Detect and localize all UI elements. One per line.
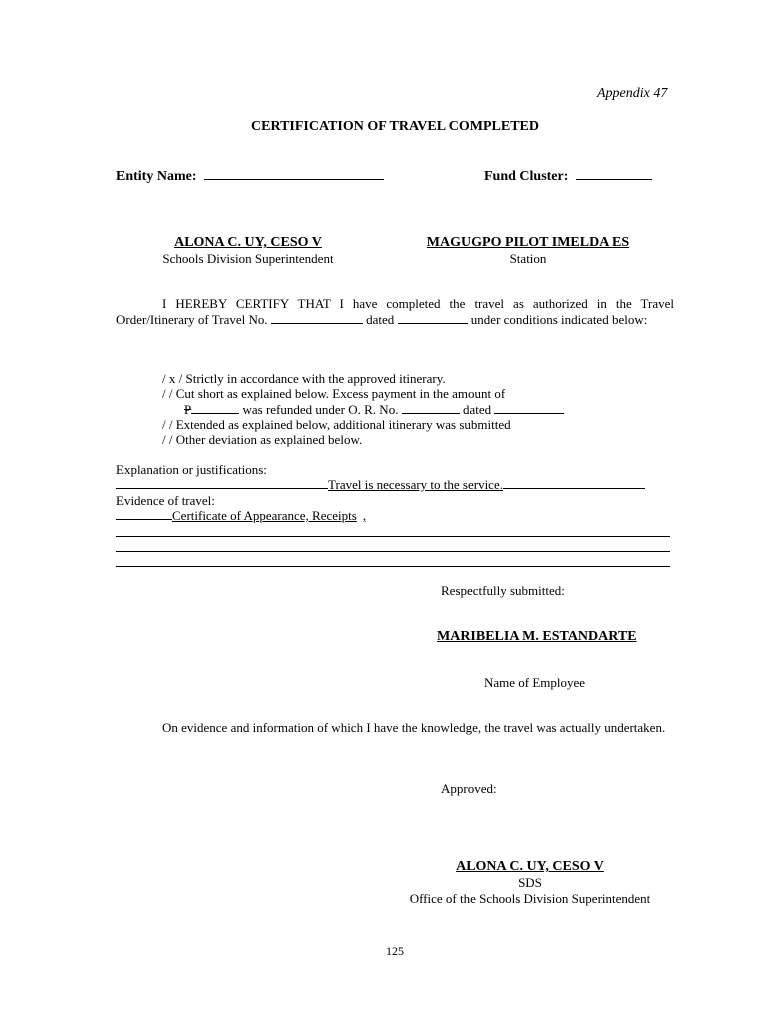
evidence-line [116, 508, 366, 524]
travel-no-blank [271, 312, 363, 324]
fund-cluster-blank [576, 168, 652, 180]
certification-paragraph [116, 296, 674, 328]
option-extended: / / Extended as explained below, additional itinerary was submitted [162, 417, 511, 432]
option-strictly: / x / Strictly in accordance with the approved itinerary. [162, 371, 446, 386]
evidence-statement-text: On evidence and information of which I have the knowledge, the travel was actually undertaken. [162, 720, 666, 735]
travel-date-blank [398, 312, 468, 324]
explanation-text: Travel is necessary to the service. [328, 477, 503, 492]
employee-name: MARIBELIA M. ESTANDARTE [437, 629, 637, 644]
approver-title: SDS [518, 875, 542, 890]
superintendent-role: Schools Division Superintendent [162, 251, 334, 266]
station-name: MAGUGPO PILOT IMELDA ES [426, 235, 630, 250]
employee-name-label: Name of Employee [484, 675, 586, 690]
evidence-blank-line-2 [116, 551, 670, 552]
page-number: 125 [386, 944, 404, 958]
refund-line [184, 402, 564, 418]
option-cut-short: / / Cut short as explained below. Excess payment in the amount of [162, 386, 506, 401]
respectfully-submitted-label: Respectfully submitted: [441, 583, 565, 598]
approver-name: ALONA C. UY, CESO V [456, 859, 604, 874]
certify-text-2: under conditions indicated below: [470, 312, 648, 327]
explanation-line [116, 477, 645, 493]
explanation-label: Explanation or justifications: [116, 462, 267, 477]
peso-sign: P [184, 402, 192, 417]
appendix-label: Appendix 47 [597, 86, 668, 101]
approver-office: Office of the Schools Division Superintendent [409, 891, 651, 906]
evidence-blank-line-3 [116, 566, 670, 567]
approved-label: Approved: [441, 781, 497, 796]
evidence-label: Evidence of travel: [116, 493, 215, 508]
evidence-statement [116, 720, 674, 736]
approver-block [390, 859, 670, 907]
or-number-blank [402, 402, 460, 414]
document-title: CERTIFICATION OF TRAVEL COMPLETED [251, 119, 539, 134]
superintendent-block [128, 235, 368, 267]
certify-dated: dated [366, 312, 395, 327]
fund-cluster-field [484, 168, 652, 185]
option-other: / / Other deviation as explained below. [162, 432, 363, 447]
evidence-mark: , [362, 508, 367, 523]
refund-amount-blank [191, 402, 239, 414]
evidence-blank-line-1 [116, 536, 670, 537]
refund-text: was refunded under O. R. No. [242, 402, 399, 417]
fund-cluster-label: Fund Cluster: [484, 169, 569, 184]
refund-dated: dated [462, 402, 492, 417]
station-block [398, 235, 658, 267]
station-role: Station [509, 251, 547, 266]
evidence-text: Certificate of Appearance, Receipts [172, 508, 357, 523]
superintendent-name: ALONA C. UY, CESO V [174, 235, 322, 250]
certify-text-1: I HEREBY CERTIFY THAT I have completed the travel as authorized in the Travel Order/Itinerary of Travel No. [116, 296, 674, 327]
refund-date-blank [494, 402, 564, 414]
entity-name-label: Entity Name: [116, 169, 197, 184]
entity-name-field [116, 168, 384, 185]
entity-name-blank [204, 168, 384, 180]
